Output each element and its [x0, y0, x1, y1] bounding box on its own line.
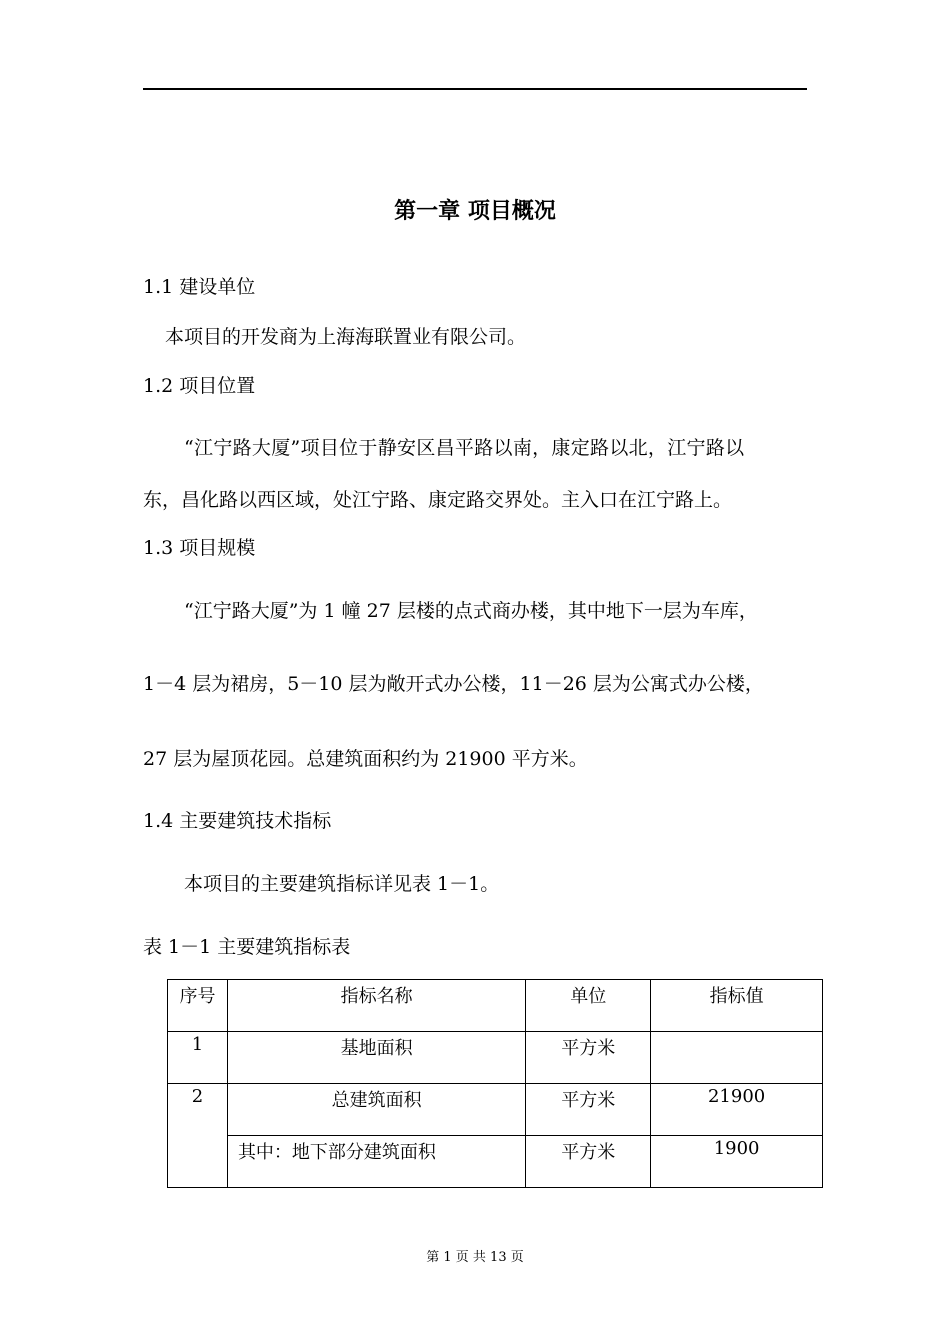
header-rule	[143, 88, 807, 90]
table-row	[168, 1084, 823, 1136]
cell-index: 1	[168, 1032, 228, 1084]
paragraph-1-3-line-3: 27 层为屋顶花园。总建筑面积约为 21900 平方米。	[143, 748, 588, 770]
indicators-table	[167, 979, 823, 1188]
paragraph-1-2-line-1: “江宁路大厦”项目位于静安区昌平路以南，康定路以北，江宁路以	[184, 437, 745, 459]
section-heading-1-1: 1.1 建设单位	[143, 276, 256, 298]
section-heading-1-3: 1.3 项目规模	[143, 537, 256, 559]
section-heading-1-4: 1.4 主要建筑技术指标	[143, 810, 332, 832]
paragraph-1-2-line-2: 东，昌化路以西区域，处江宁路、康定路交界处。主入口在江宁路上。	[143, 489, 733, 511]
cell-unit: 平方米	[526, 1084, 651, 1136]
table-caption: 表 1－1 主要建筑指标表	[143, 936, 351, 958]
cell-name: 其中：地下部分建筑面积	[227, 1136, 525, 1188]
cell-index: 2	[168, 1084, 228, 1188]
header-cell-unit: 单位	[526, 980, 651, 1032]
cell-value: 21900	[651, 1084, 823, 1136]
cell-value: 1900	[651, 1136, 823, 1188]
paragraph-1-3-line-1: “江宁路大厦”为 1 幢 27 层楼的点式商办楼，其中地下一层为车库，	[184, 600, 758, 622]
section-heading-1-2: 1.2 项目位置	[143, 375, 256, 397]
cell-name: 基地面积	[227, 1032, 525, 1084]
cell-unit: 平方米	[526, 1136, 651, 1188]
cell-name: 总建筑面积	[227, 1084, 525, 1136]
chapter-title: 第一章 项目概况	[394, 199, 556, 224]
table-row	[168, 1032, 823, 1084]
page-footer: 第 1 页 共 13 页	[426, 1250, 524, 1265]
header-cell-index: 序号	[168, 980, 228, 1032]
header-cell-name: 指标名称	[227, 980, 525, 1032]
table-header-row	[168, 980, 823, 1032]
cell-value	[651, 1032, 823, 1084]
paragraph-1-4-line-1: 本项目的主要建筑指标详见表 1－1。	[184, 873, 500, 895]
cell-unit: 平方米	[526, 1032, 651, 1084]
table-row	[168, 1136, 823, 1188]
paragraph-1-3-line-2: 1－4 层为裙房，5－10 层为敞开式办公楼，11－26 层为公寓式办公楼，	[143, 673, 764, 695]
header-cell-value: 指标值	[651, 980, 823, 1032]
paragraph-1-1-line-1: 本项目的开发商为上海海联置业有限公司。	[165, 326, 527, 348]
